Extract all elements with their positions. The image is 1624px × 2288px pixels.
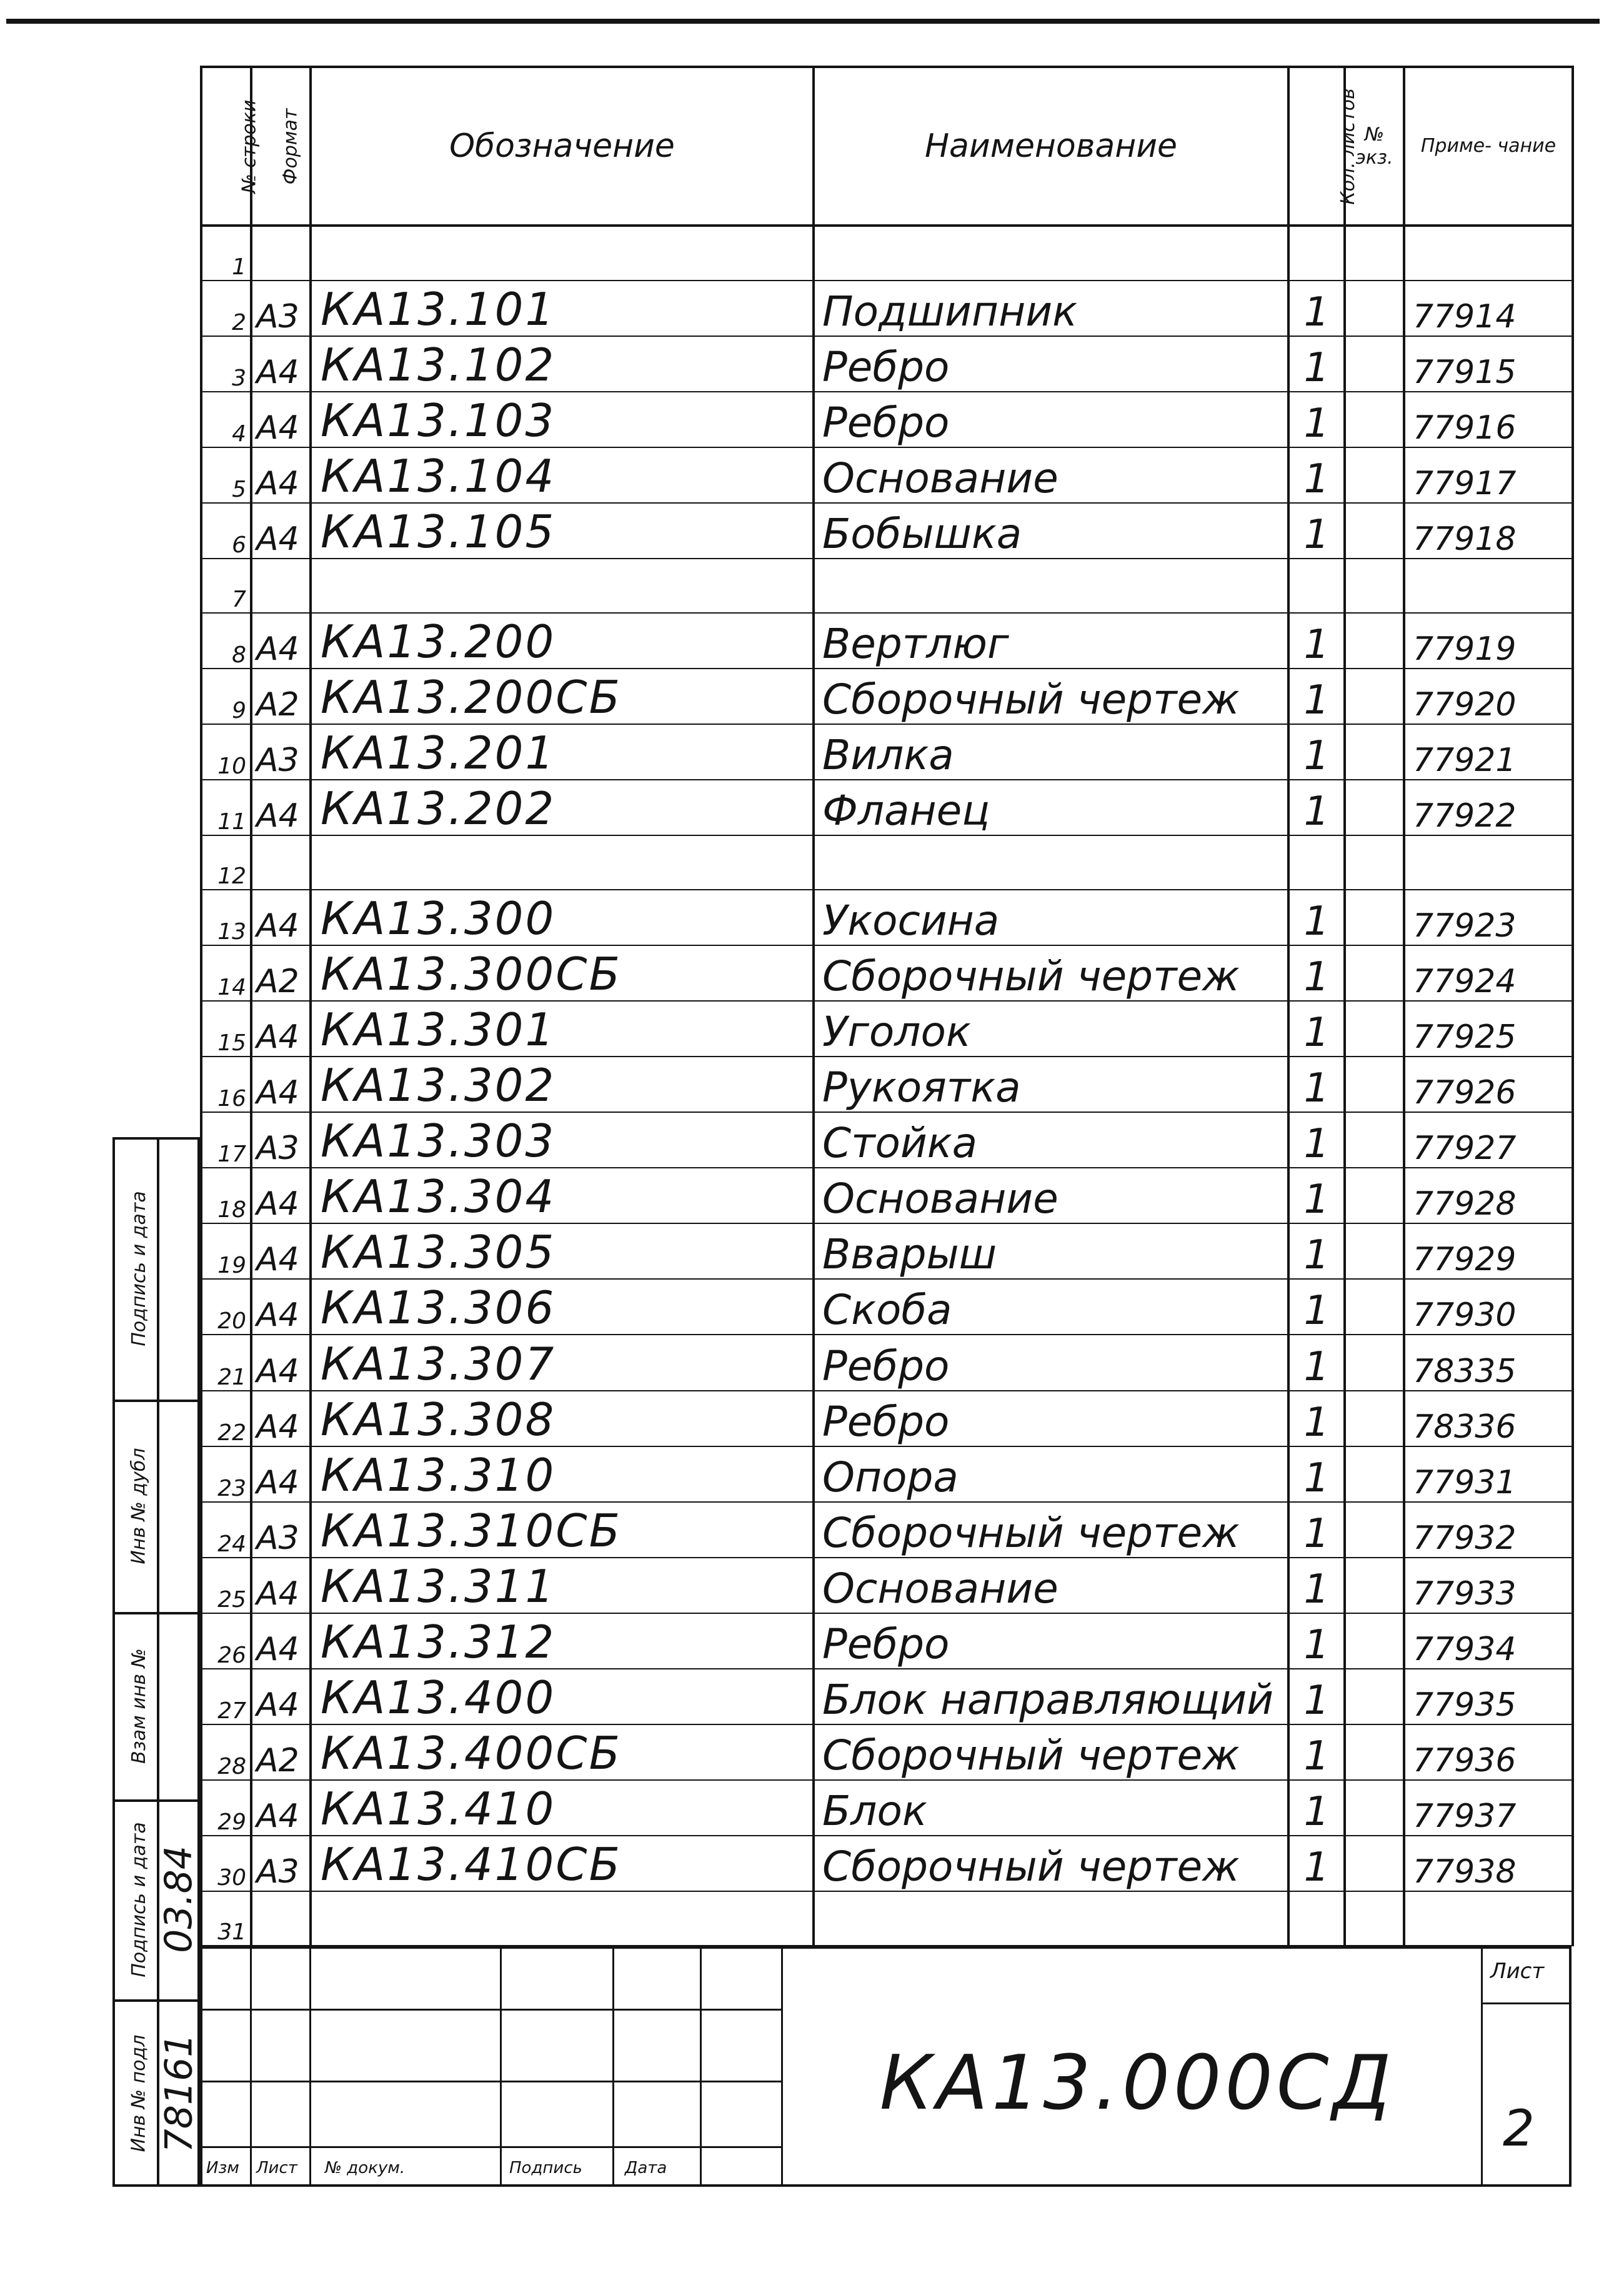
row-format: А4 [251,1558,311,1613]
document-code: КА13.000СД [879,2040,1395,2127]
table-row [201,890,1573,945]
stamp-inv-orig-value: 78161 [157,2033,201,2153]
row-note: 77925 [1404,1001,1573,1057]
row-name: Опора [814,1446,1288,1502]
row-name: Вварыш [814,1223,1288,1279]
row-copy-no [1345,1391,1404,1446]
row-name: Основание [814,447,1288,503]
row-format: А3 [251,724,311,780]
row-qty: 1 [1288,1279,1345,1335]
row-number: 5 [201,447,251,503]
row-qty: 1 [1288,669,1345,724]
row-number: 7 [201,559,251,613]
row-name: Ребро [814,1613,1288,1669]
row-format: А4 [251,1279,311,1335]
row-copy-no [1345,1057,1404,1112]
row-format: А4 [251,1446,311,1502]
row-designation [311,1891,814,1946]
row-note: 77937 [1404,1780,1573,1836]
stamp-inv-orig: Инв № подл [127,2034,150,2152]
row-name: Рукоятка [814,1057,1288,1112]
top-border-line [6,19,1600,24]
table-row [201,1669,1573,1724]
table-row [201,613,1573,669]
row-copy-no [1345,447,1404,503]
row-qty [1288,226,1345,281]
title-block-divider [250,1946,252,2187]
row-note: 77914 [1404,281,1573,336]
row-qty: 1 [1288,1223,1345,1279]
row-format [251,835,311,890]
row-name: Укосина [814,890,1288,945]
row-name: Подшипник [814,281,1288,336]
row-name: Ребро [814,392,1288,447]
row-copy-no [1345,559,1404,613]
row-designation: КА13.306 [311,1279,814,1335]
row-designation: КА13.103 [311,392,814,447]
row-format: А4 [251,1669,311,1724]
row-note: 77927 [1404,1112,1573,1168]
header-designation: Обозначение [311,67,814,226]
row-format: А4 [251,503,311,559]
table-row [201,1112,1573,1168]
row-format: А4 [251,1335,311,1390]
table-row [201,1836,1573,1891]
row-qty: 1 [1288,1446,1345,1502]
row-number: 14 [201,945,251,1001]
margin-stamp [112,1137,200,2187]
row-number: 21 [201,1335,251,1390]
row-designation: КА13.400 [311,1669,814,1724]
table-row [201,945,1573,1001]
row-format: А2 [251,1724,311,1780]
row-format: А2 [251,945,311,1001]
row-designation: КА13.410 [311,1780,814,1836]
row-number: 6 [201,503,251,559]
row-number: 8 [201,613,251,669]
table-row [201,281,1573,336]
row-format: А4 [251,1001,311,1057]
row-name: Скоба [814,1279,1288,1335]
table-header-row [201,67,1573,226]
header-row-no: № строки [201,67,251,226]
row-qty: 1 [1288,1168,1345,1223]
row-name: Блок направляющий [814,1669,1288,1724]
title-block-divider [781,1946,783,2187]
row-format: А4 [251,1223,311,1279]
row-name: Ребро [814,1335,1288,1390]
table-row [201,1446,1573,1502]
row-note: 77932 [1404,1502,1573,1558]
row-copy-no [1345,1446,1404,1502]
row-designation: КА13.201 [311,724,814,780]
title-block-divider [200,2081,781,2082]
row-number: 4 [201,392,251,447]
row-qty: 1 [1288,1057,1345,1112]
row-number: 20 [201,1279,251,1335]
stamp-divider [112,1612,200,1614]
row-note [1404,226,1573,281]
row-qty: 1 [1288,447,1345,503]
table-row [201,1335,1573,1390]
header-note: Приме- чание [1404,67,1573,226]
table-row [201,1168,1573,1223]
row-copy-no [1345,1780,1404,1836]
sheet-number: 2 [1503,2099,1535,2157]
row-note: 77923 [1404,890,1573,945]
row-copy-no [1345,724,1404,780]
row-copy-no [1345,1001,1404,1057]
row-designation: КА13.104 [311,447,814,503]
row-format [251,226,311,281]
row-note: 77920 [1404,669,1573,724]
row-format: А4 [251,392,311,447]
row-designation: КА13.310 [311,1446,814,1502]
row-number: 18 [201,1168,251,1223]
row-format: А4 [251,1613,311,1669]
row-name: Сборочный чертеж [814,669,1288,724]
header-copy-no: № экз. [1345,67,1404,226]
row-copy-no [1345,1669,1404,1724]
row-name [814,1891,1288,1946]
header-format: Формат [251,67,311,226]
row-number: 29 [201,1780,251,1836]
tb-col-date: Дата [625,2159,667,2177]
table-row [201,1891,1573,1946]
table-row [201,835,1573,890]
row-note: 77919 [1404,613,1573,669]
row-format: А4 [251,890,311,945]
row-copy-no [1345,1168,1404,1223]
row-note: 77915 [1404,336,1573,392]
row-format: А4 [251,447,311,503]
row-designation: КА13.311 [311,1558,814,1613]
row-copy-no [1345,890,1404,945]
row-copy-no [1345,613,1404,669]
row-format: А2 [251,669,311,724]
row-note: 77922 [1404,780,1573,835]
row-qty: 1 [1288,1669,1345,1724]
table-row [201,1502,1573,1558]
row-number: 28 [201,1724,251,1780]
row-number: 3 [201,336,251,392]
tb-col-sign: Подпись [509,2159,582,2177]
table-row [201,1223,1573,1279]
row-copy-no [1345,1335,1404,1390]
row-copy-no [1345,1502,1404,1558]
row-qty: 1 [1288,503,1345,559]
row-note: 77936 [1404,1724,1573,1780]
row-qty: 1 [1288,1780,1345,1836]
row-number: 19 [201,1223,251,1279]
row-number: 26 [201,1613,251,1669]
row-qty [1288,835,1345,890]
row-qty [1288,559,1345,613]
row-qty: 1 [1288,1613,1345,1669]
row-qty: 1 [1288,613,1345,669]
row-number: 24 [201,1502,251,1558]
table-row [201,336,1573,392]
header-name: Наименование [814,67,1288,226]
row-copy-no [1345,392,1404,447]
row-note: 77934 [1404,1613,1573,1669]
row-name: Сборочный чертеж [814,1502,1288,1558]
row-qty: 1 [1288,1112,1345,1168]
row-number: 30 [201,1836,251,1891]
row-copy-no [1345,669,1404,724]
tb-col-change: Изм [206,2159,239,2177]
row-designation: КА13.102 [311,336,814,392]
row-format: А3 [251,1836,311,1891]
table-row [201,1613,1573,1669]
row-format [251,559,311,613]
table-row [201,559,1573,613]
row-copy-no [1345,835,1404,890]
row-note: 77924 [1404,945,1573,1001]
row-designation: КА13.300 [311,890,814,945]
row-note: 77916 [1404,392,1573,447]
row-name: Вертлюг [814,613,1288,669]
sheet-label: Лист [1490,1959,1545,1984]
row-note: 77918 [1404,503,1573,559]
title-block-divider [200,2009,781,2011]
row-qty: 1 [1288,1724,1345,1780]
row-note: 77938 [1404,1836,1573,1891]
row-number: 23 [201,1446,251,1502]
row-note: 78336 [1404,1391,1573,1446]
row-designation: КА13.303 [311,1112,814,1168]
row-note: 77926 [1404,1057,1573,1112]
row-number: 1 [201,226,251,281]
row-number: 9 [201,669,251,724]
row-note [1404,835,1573,890]
row-designation: КА13.101 [311,281,814,336]
row-format: А4 [251,1057,311,1112]
row-format [251,1891,311,1946]
header-qty: Кол. листов [1288,67,1345,226]
title-block-divider [612,1946,614,2187]
tb-col-doc-no: № докум. [325,2159,406,2177]
row-name: Стойка [814,1112,1288,1168]
row-number: 13 [201,890,251,945]
row-note: 77931 [1404,1446,1573,1502]
table-row [201,392,1573,447]
row-name: Основание [814,1558,1288,1613]
title-block-divider [500,1946,502,2187]
row-number: 22 [201,1391,251,1446]
row-note: 77929 [1404,1223,1573,1279]
row-designation: КА13.304 [311,1168,814,1223]
row-designation: КА13.302 [311,1057,814,1112]
title-block-divider [1481,2002,1572,2004]
row-format: А3 [251,1502,311,1558]
row-note: 77921 [1404,724,1573,780]
row-name [814,559,1288,613]
title-block-divider [700,1946,702,2187]
table-row [201,780,1573,835]
row-note: 77930 [1404,1279,1573,1335]
row-qty: 1 [1288,1558,1345,1613]
row-note [1404,559,1573,613]
row-copy-no [1345,1891,1404,1946]
row-format: А4 [251,336,311,392]
title-block-divider [1481,1946,1483,2187]
row-number: 15 [201,1001,251,1057]
row-format: А4 [251,780,311,835]
row-note: 77928 [1404,1168,1573,1223]
row-copy-no [1345,226,1404,281]
row-qty: 1 [1288,945,1345,1001]
row-qty: 1 [1288,1391,1345,1446]
table-row [201,669,1573,724]
row-qty: 1 [1288,780,1345,835]
row-name: Сборочный чертеж [814,945,1288,1001]
row-copy-no [1345,281,1404,336]
row-number: 11 [201,780,251,835]
specification-table [200,66,1574,1946]
tb-col-sheet: Лист [256,2159,297,2177]
table-row [201,1391,1573,1446]
row-note [1404,1891,1573,1946]
row-qty: 1 [1288,281,1345,336]
row-designation: КА13.310СБ [311,1502,814,1558]
row-number: 10 [201,724,251,780]
row-copy-no [1345,1223,1404,1279]
row-qty: 1 [1288,1502,1345,1558]
row-designation: КА13.312 [311,1613,814,1669]
row-note: 78335 [1404,1335,1573,1390]
row-qty: 1 [1288,392,1345,447]
row-designation: КА13.200 [311,613,814,669]
stamp-replace-inv: Взам инв № [127,1648,150,1764]
table-row [201,1057,1573,1112]
row-name: Ребро [814,336,1288,392]
row-number: 31 [201,1891,251,1946]
row-qty: 1 [1288,1335,1345,1390]
table-row [201,1724,1573,1780]
table-row [201,1279,1573,1335]
row-note: 77917 [1404,447,1573,503]
row-designation: КА13.400СБ [311,1724,814,1780]
row-copy-no [1345,503,1404,559]
row-designation: КА13.202 [311,780,814,835]
row-designation: КА13.307 [311,1335,814,1390]
row-name: Уголок [814,1001,1288,1057]
row-designation: КА13.410СБ [311,1836,814,1891]
table-row [201,1780,1573,1836]
row-designation [311,835,814,890]
row-copy-no [1345,1836,1404,1891]
row-name: Сборочный чертеж [814,1724,1288,1780]
table-row [201,1558,1573,1613]
row-designation [311,559,814,613]
row-designation: КА13.300СБ [311,945,814,1001]
row-name: Бобышка [814,503,1288,559]
row-format: А4 [251,1780,311,1836]
row-designation: КА13.308 [311,1391,814,1446]
table-row [201,447,1573,503]
row-copy-no [1345,1613,1404,1669]
table-row [201,503,1573,559]
row-qty [1288,1891,1345,1946]
title-block-divider [200,2146,781,2148]
row-number: 2 [201,281,251,336]
specification-sheet [200,66,1572,2187]
row-designation: КА13.301 [311,1001,814,1057]
row-note: 77933 [1404,1558,1573,1613]
row-number: 12 [201,835,251,890]
row-copy-no [1345,1558,1404,1613]
row-number: 27 [201,1669,251,1724]
row-copy-no [1345,1279,1404,1335]
row-name: Ребро [814,1391,1288,1446]
row-copy-no [1345,1112,1404,1168]
row-designation: КА13.105 [311,503,814,559]
row-name: Вилка [814,724,1288,780]
row-note: 77935 [1404,1669,1573,1724]
row-copy-no [1345,945,1404,1001]
stamp-divider [112,1400,200,1402]
row-format: А4 [251,613,311,669]
row-format: А4 [251,1391,311,1446]
stamp-sign-date-2-value: 03.84 [157,1846,201,1953]
row-format: А3 [251,281,311,336]
row-designation: КА13.305 [311,1223,814,1279]
row-number: 16 [201,1057,251,1112]
row-copy-no [1345,780,1404,835]
row-copy-no [1345,336,1404,392]
table-row [201,1001,1573,1057]
row-name [814,835,1288,890]
row-qty: 1 [1288,724,1345,780]
row-format: А3 [251,1112,311,1168]
table-row [201,226,1573,281]
stamp-sign-date-2: Подпись и дата [127,1821,150,1977]
row-number: 17 [201,1112,251,1168]
row-qty: 1 [1288,890,1345,945]
row-number: 25 [201,1558,251,1613]
row-designation [311,226,814,281]
row-name: Блок [814,1780,1288,1836]
row-designation: КА13.200СБ [311,669,814,724]
row-name: Основание [814,1168,1288,1223]
row-name: Сборочный чертеж [814,1836,1288,1891]
row-copy-no [1345,1724,1404,1780]
table-row [201,724,1573,780]
row-name [814,226,1288,281]
row-name: Фланец [814,780,1288,835]
row-qty: 1 [1288,1836,1345,1891]
row-format: А4 [251,1168,311,1223]
title-block-divider [309,1946,311,2187]
stamp-inv-dup: Инв № дубл [127,1447,150,1564]
row-qty: 1 [1288,336,1345,392]
title-block [200,1946,1572,2187]
stamp-sign-date-1: Подпись и дата [127,1190,150,1346]
row-qty: 1 [1288,1001,1345,1057]
